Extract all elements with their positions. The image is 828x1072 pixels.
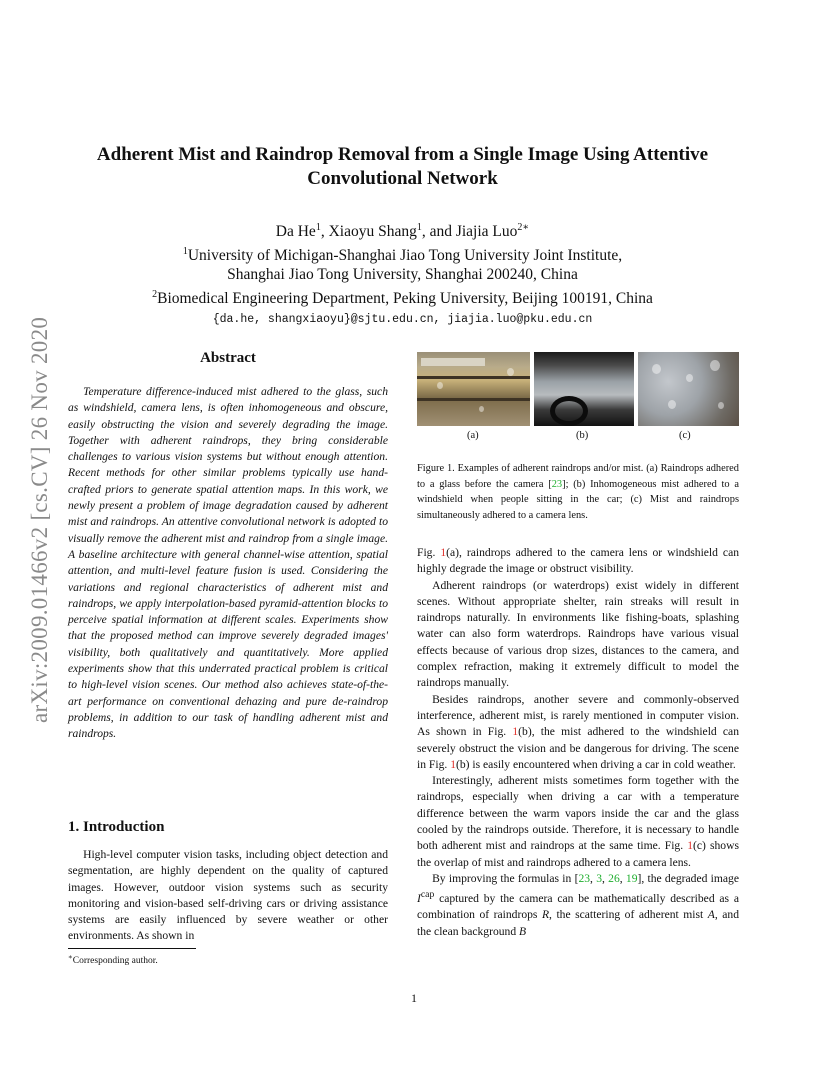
footnote-text: Corresponding author. xyxy=(72,956,158,967)
paragraph xyxy=(417,871,739,940)
text: (a), raindrops adhered to the camera lens or windshield can highly degrade the image or obstruct visibility. xyxy=(417,546,740,576)
text: (c) shows the overlap of mist and raindrops adhered to a camera lens. xyxy=(417,839,739,869)
footnote xyxy=(68,953,158,966)
figure-ref-link[interactable]: 1 xyxy=(512,725,519,739)
text: , xyxy=(602,871,609,885)
text: , xyxy=(619,871,626,885)
figure-label-c: (c) xyxy=(679,430,691,441)
text: captured by the camera can be mathematically described as a combination of raindrops xyxy=(417,892,739,922)
author-block xyxy=(80,218,725,330)
raindrop xyxy=(652,364,661,374)
author-names xyxy=(80,218,725,242)
paragraph xyxy=(417,545,739,578)
affil-text: University of Michigan-Shanghai Jiao Tong University Joint Institute, xyxy=(187,246,623,264)
math-symbol: A xyxy=(707,908,715,922)
author-name: Xiaoyu Shang xyxy=(328,223,417,241)
raindrop xyxy=(686,374,693,382)
paper-title xyxy=(80,143,725,191)
raindrop xyxy=(718,402,724,409)
text: , the scattering of adherent mist xyxy=(549,908,708,922)
author-emails: {da.he, shangxiaoyu}@sjtu.edu.cn, jiajia.luo@pku.edu.cn xyxy=(212,313,593,327)
text: , and the clean background xyxy=(417,908,739,938)
citation-link[interactable]: 23 xyxy=(551,478,563,490)
raindrop xyxy=(437,382,443,389)
photo-shelf xyxy=(417,376,530,379)
figure-photo-raindrops-glass xyxy=(417,352,530,426)
abstract-text: Temperature difference-induced mist adhered to the glass, such as windshield, camera lens, is often inhomogeneous and obscure, easily obstructing the vision and severely degrading the image. Together with adherent raindrops, they bring considerable challenges to various vision systems but without enough attention. Recent methods for other similar problems typically use hand-crafted priors to generate spatial attention maps. In this work, we newly present a problem of image degradation caused by adherent mist and raindrops. An attentive convolutional network is adopted to visually remove the adherent mist and raindrop from a single image. A baseline architecture with general channel-wise attention, spatial attention, and multi-level feature fusion is used. Considering the variations and regional characteristics of adherent mist and raindrops, we apply interpolation-based pyramid-attention blocks to perceive spatial information at different scales. Experiments show that the proposed method can improve severely degraded images' visibility, both qualitatively and quantitatively. More applied experiments show that this underrated practical problem is critical to high-level vision scenes. Our method also achieves state-of-the-art performance on conventional dehazing and pure de-raindrop problems, in addition to our task of handling adherent mist and raindrops. xyxy=(68,385,388,741)
title-line-2: Convolutional Network xyxy=(307,168,498,189)
author-name: Jiajia Luo xyxy=(455,223,518,241)
photo-banner xyxy=(421,358,485,366)
citation-link[interactable]: 23 xyxy=(578,871,591,885)
figure-label-a: (a) xyxy=(467,430,479,441)
steering-wheel xyxy=(550,396,588,426)
affiliation-1 xyxy=(80,242,725,266)
caption-text: Figure 1. Examples of adherent raindrops and/or mist. (a) Raindrops adhered to a glass before the camera [ xyxy=(417,463,739,490)
title-line-1: Adherent Mist and Raindrop Removal from a Single Image Using Attentive xyxy=(96,144,709,165)
section-heading-introduction: 1. Introduction xyxy=(68,819,165,835)
text: (b), the mist adhered to the windshield can severely obstruct the vision and be dangerous for driving. The scene in Fig. xyxy=(417,725,740,771)
figure-ref-link[interactable]: 1 xyxy=(687,839,694,853)
affil-mark: 2 xyxy=(152,288,158,300)
figure-1 xyxy=(417,352,739,442)
figure-ref-link[interactable]: 1 xyxy=(440,546,447,559)
affiliation-1-cont: Shanghai Jiao Tong University, Shanghai 200240, China xyxy=(227,266,578,284)
affiliation-2 xyxy=(80,285,725,309)
text: (b) is easily encountered when driving a car in cold weather. xyxy=(455,757,736,771)
math-symbol: R xyxy=(541,908,550,922)
raindrop xyxy=(668,400,676,409)
introduction-text: High-level computer vision tasks, including object detection and segmentation, are highly dependent on the quality of captured images. However, outdoor vision systems such as security monitoring and vision-based self-driving cars or driving assistance systems are easily influenced by severe weather or other environments. As shown in xyxy=(68,848,388,943)
text: , xyxy=(590,871,597,885)
text: Besides raindrops, another severe and commonly-observed interference, adherent mist, is rarely mentioned in computer vision. As shown in Fig. xyxy=(417,692,739,739)
figure-1-caption xyxy=(417,461,739,523)
citation-link[interactable]: 26 xyxy=(608,871,620,885)
raindrop xyxy=(479,406,484,412)
math-symbol: B xyxy=(519,924,527,938)
author-affil-mark: 1 xyxy=(416,222,422,233)
affil-mark: 1 xyxy=(182,245,188,257)
page-number: 1 xyxy=(411,991,417,1005)
math-symbol: I xyxy=(417,892,421,906)
paragraph xyxy=(417,773,739,871)
figure-photo-misted-windshield xyxy=(534,352,634,426)
figure-ref-link[interactable]: 1 xyxy=(450,757,456,771)
text: By improving the formulas in [ xyxy=(432,871,579,885)
citation-link[interactable]: 3 xyxy=(596,871,602,885)
author-name: Da He xyxy=(275,223,316,241)
citation-link[interactable]: 19 xyxy=(625,871,638,885)
caption-text: ]; (b) Inhomogeneous mist adhered to a windshield when people sitting in the car; (c) Mist and raindrops simultaneously adhered to a camera lens. xyxy=(417,478,739,521)
author-separator: , and xyxy=(421,223,456,241)
raindrop xyxy=(507,368,514,376)
author-affil-mark: 2∗ xyxy=(517,222,530,233)
author-affil-mark: 1 xyxy=(315,222,321,233)
author-separator: , xyxy=(320,223,329,241)
text: Interestingly, adherent mists sometimes form together with the raindrops, especially when driving a car with a temperature difference between the warm vapors inside the car and the glass cooled by the raindrops outside. Therefore, it is necessary to handle both adherent mist and raindrops at the same time. Fig. xyxy=(417,774,739,853)
arxiv-stamp: arXiv:2009.01466v2 [cs.CV] 26 Nov 2020 xyxy=(27,316,52,724)
abstract-heading: Abstract xyxy=(200,350,256,366)
text: Fig. xyxy=(417,546,441,559)
text: ], the degraded image xyxy=(637,871,740,885)
figure-photo-mist-raindrops-lens xyxy=(638,352,739,426)
paragraph xyxy=(417,692,739,773)
paragraph: Adherent raindrops (or waterdrops) exist widely in different scenes. Without appropriate shelter, rain streaks will result in raindrops naturally. In environments like fishing-boats, splashing water can also form waterdrops. Raindrops have various visual effects because of various drop sizes, distances to the camera, and complex refraction, making it extremely difficult to model the raindrops manually. xyxy=(417,578,739,690)
figure-label-b: (b) xyxy=(576,430,589,441)
affil-text: Biomedical Engineering Department, Peking University, Beijing 100191, China xyxy=(157,289,653,307)
footnote-mark: ∗ xyxy=(68,953,73,961)
footnote-rule xyxy=(68,948,196,949)
raindrop xyxy=(710,360,720,371)
photo-shelf xyxy=(417,398,530,401)
right-column-text xyxy=(417,545,739,940)
math-superscript: cap xyxy=(420,889,435,901)
